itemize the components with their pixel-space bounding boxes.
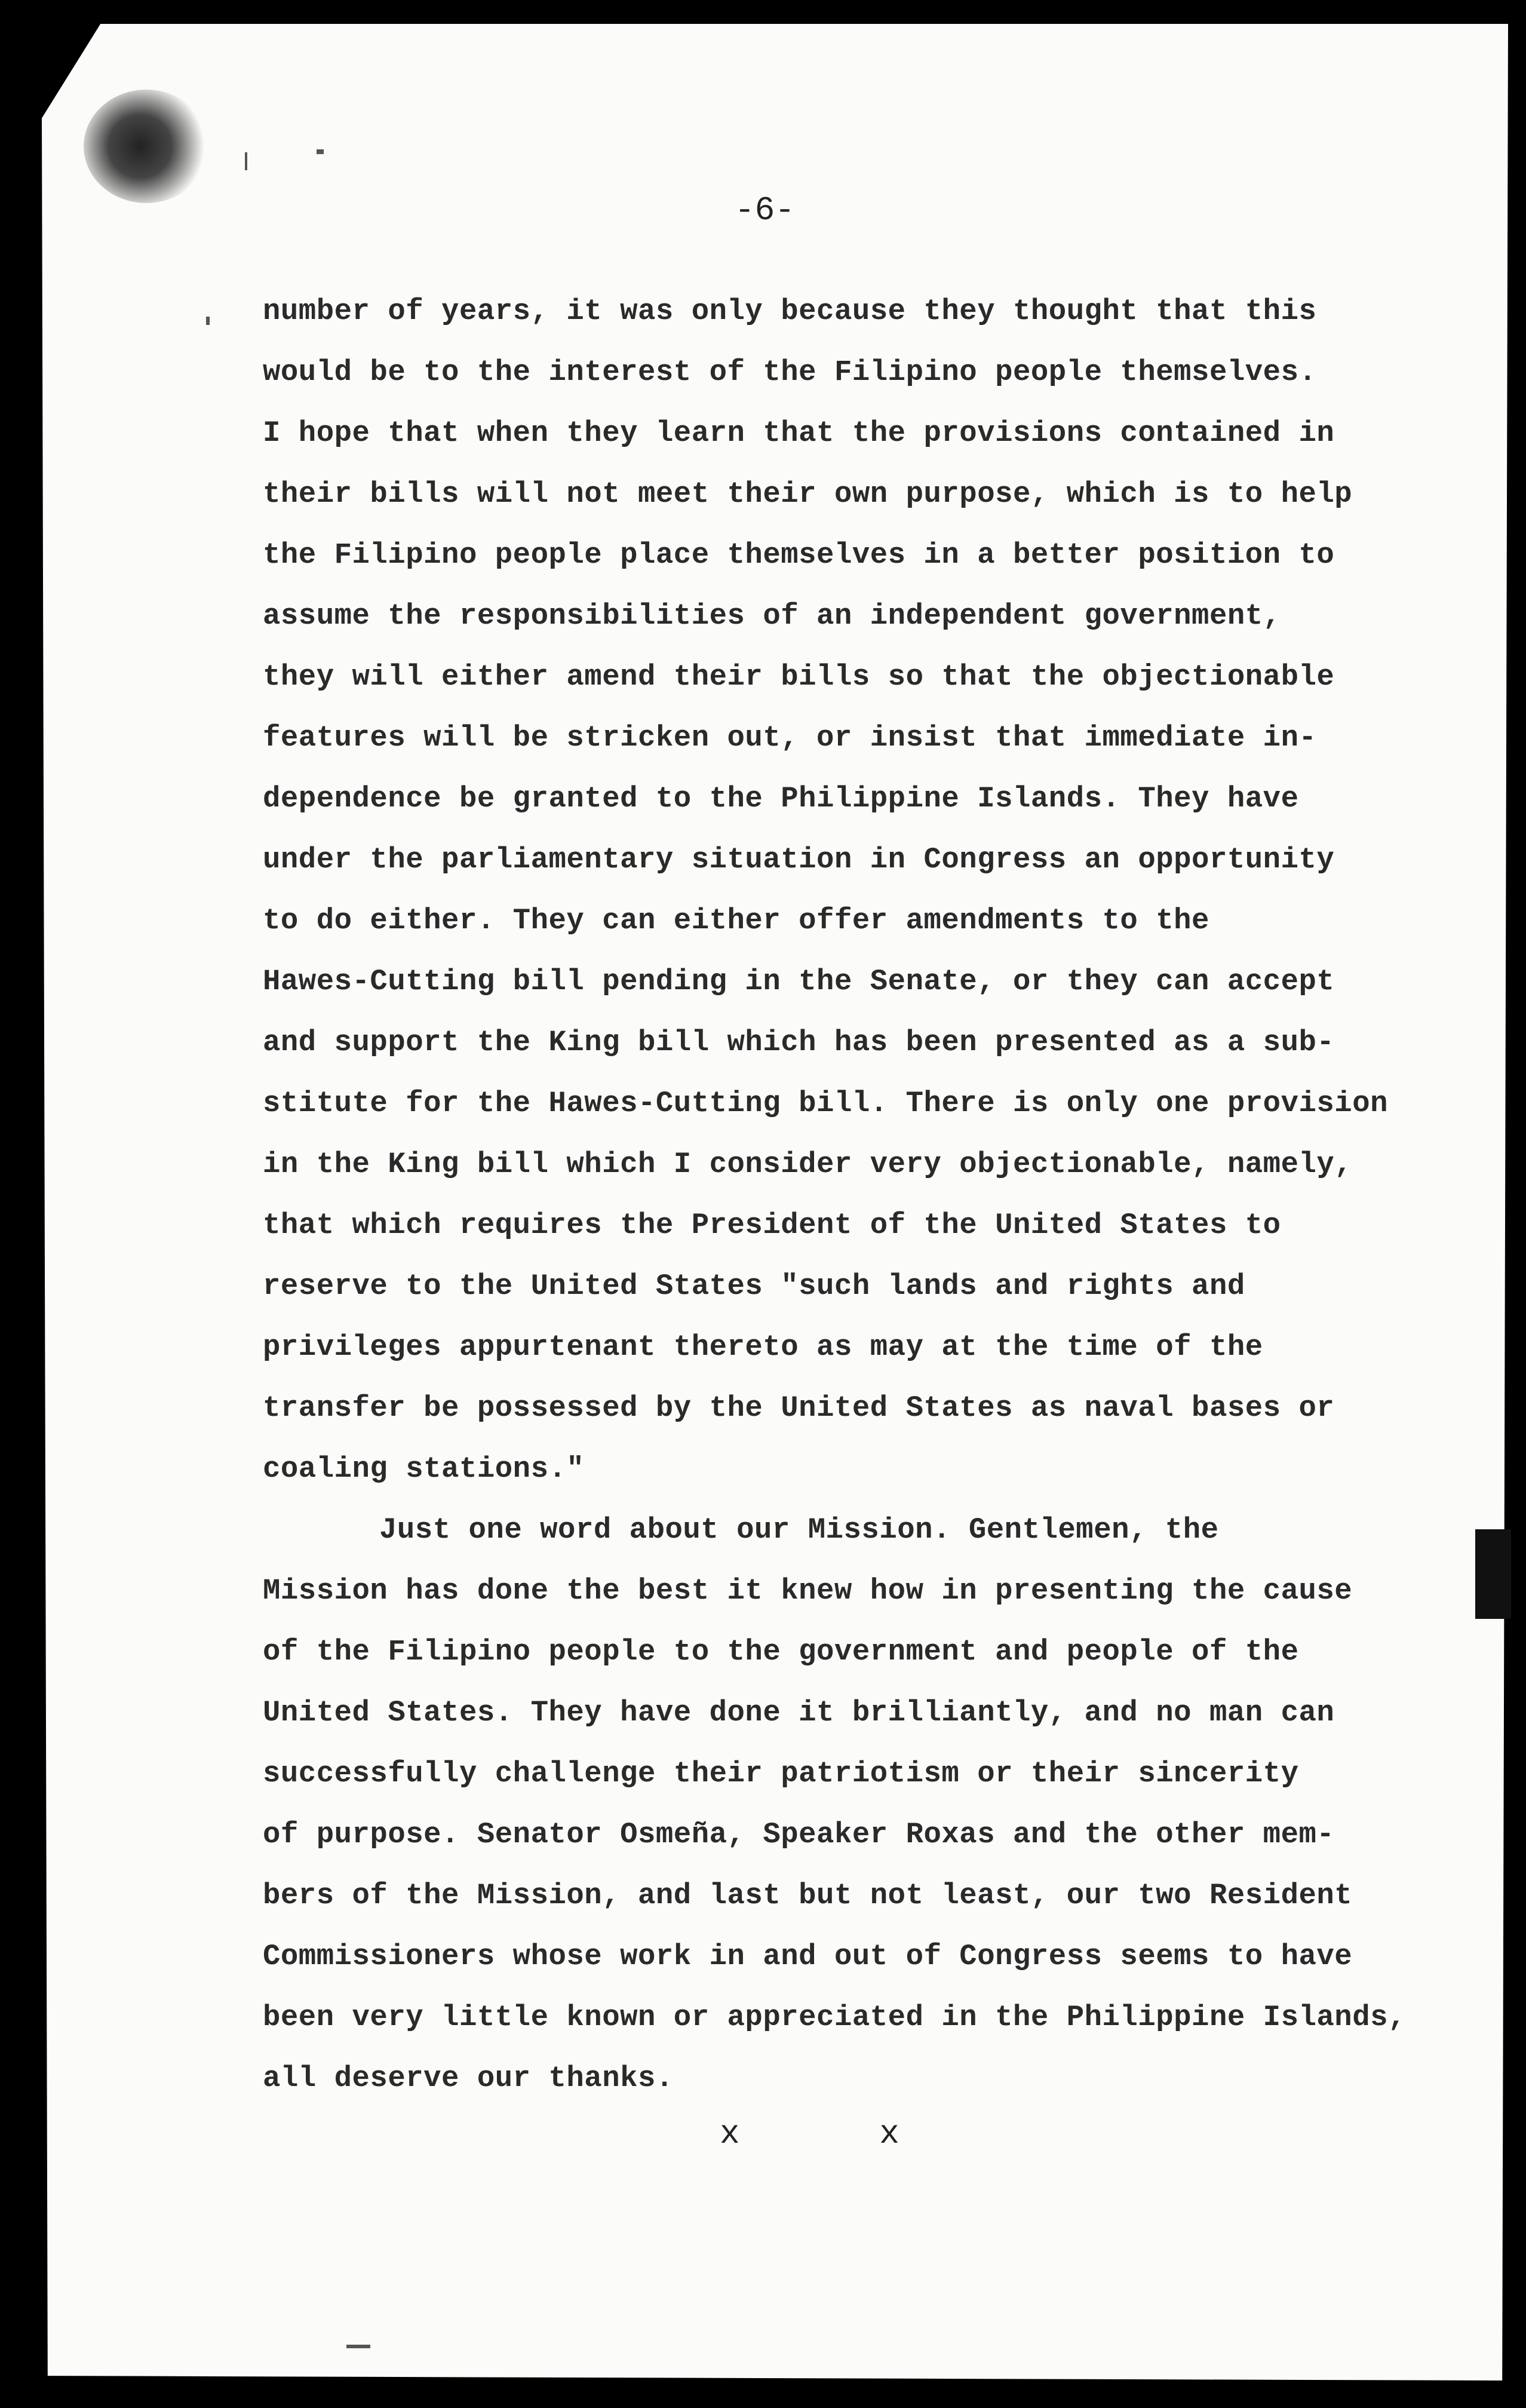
paragraph <box>263 1499 1445 2109</box>
text-line: would be to the interest of the Filipino people themselves. <box>263 355 1317 389</box>
text-line: all deserve our thanks. <box>263 2062 674 2095</box>
paper-speck <box>206 317 210 325</box>
text-line: I hope that when they learn that the provisions contained in <box>263 416 1335 450</box>
text-line: reserve to the United States "such lands and rights and <box>263 1269 1245 1303</box>
text-line: of the Filipino people to the government and people of the <box>263 1635 1299 1668</box>
text-line: been very little known or appreciated in the Philippine Islands, <box>263 2001 1406 2034</box>
text-line: in the King bill which I consider very objectionable, namely, <box>263 1148 1353 1181</box>
paper-speck <box>317 149 324 154</box>
text-line: privileges appurtenant thereto as may at the time of the <box>263 1330 1263 1364</box>
edge-mark <box>1475 1529 1511 1619</box>
paragraph <box>263 281 1445 1499</box>
text-line: under the parliamentary situation in Congress an opportunity <box>263 843 1335 876</box>
text-line: successfully challenge their patriotism or their sincerity <box>263 1757 1299 1790</box>
text-line: Mission has done the best it knew how in presenting the cause <box>263 1574 1353 1608</box>
text-line: features will be stricken out, or insist that immediate in- <box>263 721 1317 754</box>
text-line: their bills will not meet their own purpose, which is to help <box>263 477 1353 511</box>
text-line: Just one word about our Mission. Gentlemen, the <box>379 1513 1219 1547</box>
text-line: and support the King bill which has been presented as a sub- <box>263 1026 1335 1059</box>
page-number: -6- <box>735 191 795 229</box>
text-line: bers of the Mission, and last but not least, our two Resident <box>263 1879 1353 1912</box>
text-line: number of years, it was only because they thought that this <box>263 295 1317 328</box>
text-line: Commissioners whose work in and out of Congress seems to have <box>263 1940 1353 1973</box>
paper-speck <box>346 2345 370 2348</box>
text-line: United States. They have done it brilliantly, and no man can <box>263 1696 1335 1729</box>
text-line: the Filipino people place themselves in a better position to <box>263 538 1335 572</box>
text-line: Hawes-Cutting bill pending in the Senate, or they can accept <box>263 965 1335 998</box>
text-line: assume the responsibilities of an independent government, <box>263 599 1281 633</box>
text-line: of purpose. Senator Osmeña, Speaker Roxas and the other mem- <box>263 1818 1335 1851</box>
text-line: transfer be possessed by the United States as naval bases or <box>263 1391 1335 1425</box>
ink-smudge <box>84 90 209 203</box>
text-line: that which requires the President of the United States to <box>263 1208 1281 1242</box>
text-line: stitute for the Hawes-Cutting bill. There is only one provision <box>263 1087 1389 1120</box>
end-marks: x x <box>720 2115 959 2153</box>
body-text <box>263 281 1445 2109</box>
text-line: coaling stations." <box>263 1452 585 1486</box>
paper-speck <box>245 152 247 170</box>
text-line: dependence be granted to the Philippine Islands. They have <box>263 782 1299 815</box>
text-line: they will either amend their bills so that the objectionable <box>263 660 1335 694</box>
text-line: to do either. They can either offer amendments to the <box>263 904 1209 937</box>
